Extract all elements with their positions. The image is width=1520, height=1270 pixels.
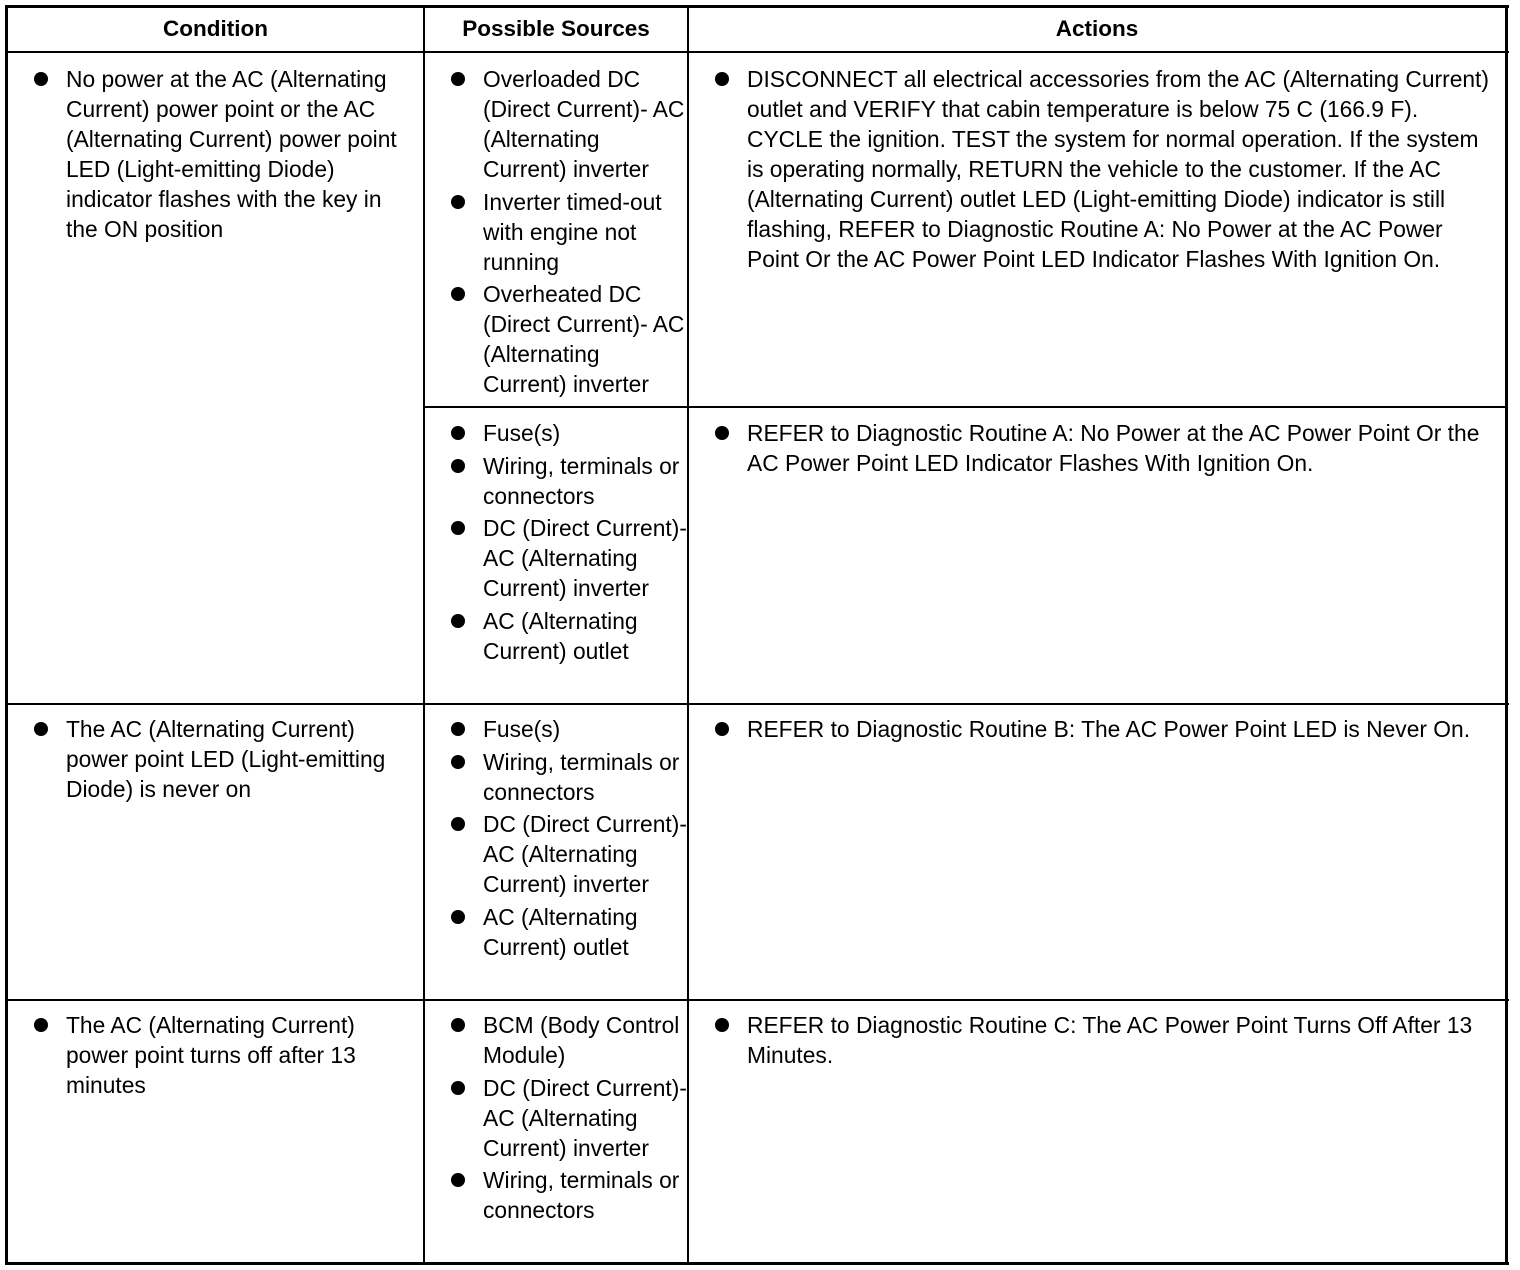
list-item [425, 1010, 687, 1070]
list-item [425, 747, 687, 807]
list-item [425, 64, 687, 184]
list-item [689, 418, 1497, 478]
actions-cell [689, 1010, 1497, 1070]
list-item [8, 1010, 418, 1100]
bullet-icon [451, 755, 465, 769]
list-item [8, 714, 418, 804]
source-text: Fuse(s) [483, 420, 561, 446]
group-divider [423, 406, 1508, 408]
bullet-icon [451, 1173, 465, 1187]
bullet-icon [451, 72, 465, 86]
bullet-icon [451, 459, 465, 473]
condition-cell [8, 64, 418, 244]
bullet-icon [451, 614, 465, 628]
source-text: Fuse(s) [483, 716, 561, 742]
source-text: Overheated DC (Direct Current)- AC (Alternating Current) inverter [483, 281, 685, 397]
condition-text: No power at the AC (Alternating Current) power point or the AC (Alternating Current) power point LED (Light-emitting Diode) indicator flashes with the key in the ON position [66, 66, 397, 242]
action-text: REFER to Diagnostic Routine C: The AC Power Point Turns Off After 13 Minutes. [747, 1012, 1473, 1068]
bullet-icon [715, 72, 729, 86]
row-divider [5, 999, 1509, 1001]
actions-cell [689, 714, 1497, 744]
header-possible-sources: Possible Sources [462, 16, 650, 41]
bullet-icon [451, 521, 465, 535]
bullet-icon [451, 910, 465, 924]
bullet-icon [451, 426, 465, 440]
table-border-right [1505, 5, 1508, 1265]
bullet-icon [451, 1018, 465, 1032]
bullet-icon [451, 287, 465, 301]
list-item [425, 1073, 687, 1163]
list-item [425, 418, 687, 448]
source-text: AC (Alternating Current) outlet [483, 903, 638, 960]
list-item [425, 902, 687, 962]
sources-cell [425, 714, 687, 962]
source-text: Wiring, terminals or connectors [483, 1167, 680, 1223]
header-actions: Actions [1055, 16, 1139, 41]
source-text: Wiring, terminals or connectors [483, 748, 680, 805]
condition-text: The AC (Alternating Current) power point turns off after 13 minutes [66, 1012, 356, 1098]
list-item [689, 64, 1497, 274]
action-text: REFER to Diagnostic Routine A: No Power at the AC Power Point Or the AC Power Point LED Indicator Flashes With Ignition On. [747, 420, 1480, 476]
list-item [689, 714, 1497, 744]
actions-cell [689, 418, 1497, 478]
bullet-icon [34, 722, 48, 736]
list-item [425, 513, 687, 603]
row-divider [5, 703, 1509, 705]
list-item [425, 606, 687, 666]
condition-cell [8, 1010, 418, 1100]
bullet-icon [451, 817, 465, 831]
actions-cell [689, 64, 1497, 274]
source-text: DC (Direct Current)- AC (Alternating Current) inverter [483, 811, 687, 897]
bullet-icon [451, 722, 465, 736]
source-text: Overloaded DC (Direct Current)- AC (Alternating Current) inverter [483, 66, 685, 182]
list-item [425, 279, 687, 399]
bullet-icon [451, 1081, 465, 1095]
action-text: DISCONNECT all electrical accessories from the AC (Alternating Current) outlet and VERIFY that cabin temperature is below 75 C (166.9 F). CYCLE the ignition. TEST the system for normal operation. If the system is operating normally, RETURN the vehicle to the customer. If the AC (Alternating Current) outlet LED (Light-emitting Diode) indicator is still flashing, REFER to Diagnostic Routine A: No Power at the AC Power Point Or the AC Power Point LED Indicator Flashes With Ignition On. [747, 66, 1489, 272]
list-item [425, 1165, 687, 1225]
list-item [425, 809, 687, 899]
list-item [689, 1010, 1497, 1070]
bullet-icon [451, 195, 465, 209]
source-text: DC (Direct Current)- AC (Alternating Current) inverter [483, 1074, 687, 1161]
header-condition: Condition [163, 16, 268, 41]
list-item [425, 714, 687, 744]
table-border-bottom [5, 1262, 1509, 1265]
sources-cell [425, 64, 687, 399]
source-text: AC (Alternating Current) outlet [483, 607, 638, 664]
condition-cell [8, 714, 418, 804]
bullet-icon [715, 722, 729, 736]
action-text: REFER to Diagnostic Routine B: The AC Power Point LED is Never On. [747, 716, 1471, 742]
list-item [425, 451, 687, 511]
sources-cell [425, 1010, 687, 1225]
bullet-icon [34, 1018, 48, 1032]
source-text: Wiring, terminals or connectors [483, 452, 680, 509]
source-text: BCM (Body Control Module) [483, 1012, 680, 1068]
bullet-icon [715, 426, 729, 440]
source-text: Inverter timed-out with engine not running [483, 188, 662, 275]
condition-text: The AC (Alternating Current) power point LED (Light-emitting Diode) is never on [66, 716, 386, 802]
source-text: DC (Direct Current)- AC (Alternating Current) inverter [483, 515, 687, 601]
bullet-icon [34, 72, 48, 86]
list-item [8, 64, 418, 244]
list-item [425, 187, 687, 277]
sources-cell [425, 418, 687, 666]
bullet-icon [715, 1018, 729, 1032]
